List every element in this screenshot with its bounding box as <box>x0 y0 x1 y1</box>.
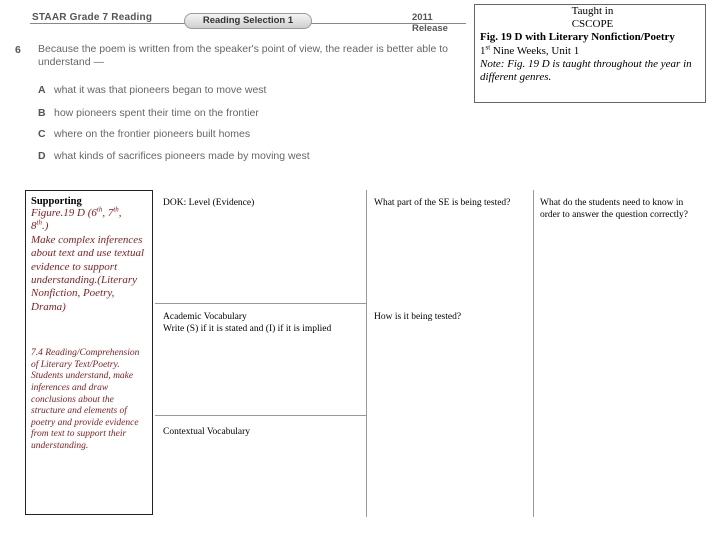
fig-note: Note: Fig. 19 D is taught throughout the year in different genres. <box>480 57 692 84</box>
reading-selection-pill: Reading Selection 1 <box>184 13 312 29</box>
choice-text: what it was that pioneers began to move west <box>54 84 267 96</box>
cscope-label: CSCOPE <box>571 18 614 31</box>
fig-standard-body: Make complex inferences about text and use textual evidence to support understanding.(Literary Nonfiction, Poetry, Drama) <box>31 233 145 313</box>
academic-vocabulary-cell <box>158 309 363 338</box>
answer-choice-d <box>38 150 310 162</box>
students-need-cell: What do the students need to know in order to answer the question correctly? <box>540 198 688 220</box>
taught-in-label: Taught in <box>571 5 614 17</box>
table-divider-vertical <box>533 190 534 517</box>
fig-line1-mid: , 7 <box>102 207 114 219</box>
fig-line2-pre: 8 <box>31 220 37 233</box>
nine-weeks-line <box>480 42 705 58</box>
fig-grades-line1 <box>31 207 149 220</box>
choice-text: how pioneers spent their time on the frontier <box>54 107 259 119</box>
supporting-label: Supporting <box>31 196 82 207</box>
answer-choice-a <box>38 84 266 96</box>
table-divider-vertical <box>366 190 367 517</box>
fig-line1-pre: Figure.19 D (6 <box>31 207 97 219</box>
analysis-table <box>25 190 710 517</box>
fig-line2-post: .) <box>41 220 49 233</box>
fig-title: Fig. 19 D with Literary Nonfiction/Poetry <box>480 31 675 44</box>
nine-weeks-sup: st <box>485 42 491 51</box>
staar-release-label: 2011 Release <box>412 12 448 34</box>
question-stem: Because the poem is written from the speaker's point of view, the reader is better able to understand — <box>38 43 448 68</box>
figure-19d-standard <box>31 207 149 314</box>
choice-letter: C <box>38 128 46 140</box>
staar-header <box>6 8 466 34</box>
dok-level-cell: DOK: Level (Evidence) <box>163 198 255 208</box>
nine-weeks-rest: Nine Weeks, Unit 1 <box>490 44 580 57</box>
supporting-standards-cell <box>25 190 153 515</box>
how-tested-cell: How is it being tested? <box>374 312 462 322</box>
choice-text: where on the frontier pioneers built homes <box>54 128 251 140</box>
nine-weeks-number: 1 <box>480 44 486 57</box>
table-divider-horizontal <box>155 415 366 416</box>
staar-test-title: STAAR Grade 7 Reading <box>32 12 153 23</box>
fig-line1-post: , <box>118 207 122 219</box>
choice-letter: A <box>38 84 46 96</box>
curriculum-info-box <box>474 4 706 103</box>
stated-implied-instruction: Write (S) if it is stated and (I) if it is implied <box>163 323 332 334</box>
choice-letter: B <box>38 107 46 119</box>
academic-vocabulary-label: Academic Vocabulary <box>163 312 247 322</box>
choice-text: what kinds of sacrifices pioneers made by moving west <box>54 150 310 162</box>
answer-choice-c <box>38 128 250 140</box>
table-divider-horizontal <box>155 303 366 304</box>
fig-line1-sup2: th <box>113 205 119 214</box>
fig-grades-line2 <box>31 220 149 233</box>
teks-7-4-standard: 7.4 Reading/Comprehension of Literary Text/Poetry. Students understand, make inferences and draw conclusions about the structure and elements of poetry and provide evidence from text to support their understanding. <box>31 348 140 451</box>
contextual-vocabulary-cell: Contextual Vocabulary <box>163 427 250 437</box>
answer-choice-b <box>38 107 259 119</box>
choice-letter: D <box>38 150 46 162</box>
se-tested-cell: What part of the SE is being tested? <box>374 198 511 208</box>
fig-line1-sup1: th <box>96 205 103 214</box>
fig-line2-sup: th <box>36 218 42 227</box>
question-number: 6 <box>15 44 21 56</box>
